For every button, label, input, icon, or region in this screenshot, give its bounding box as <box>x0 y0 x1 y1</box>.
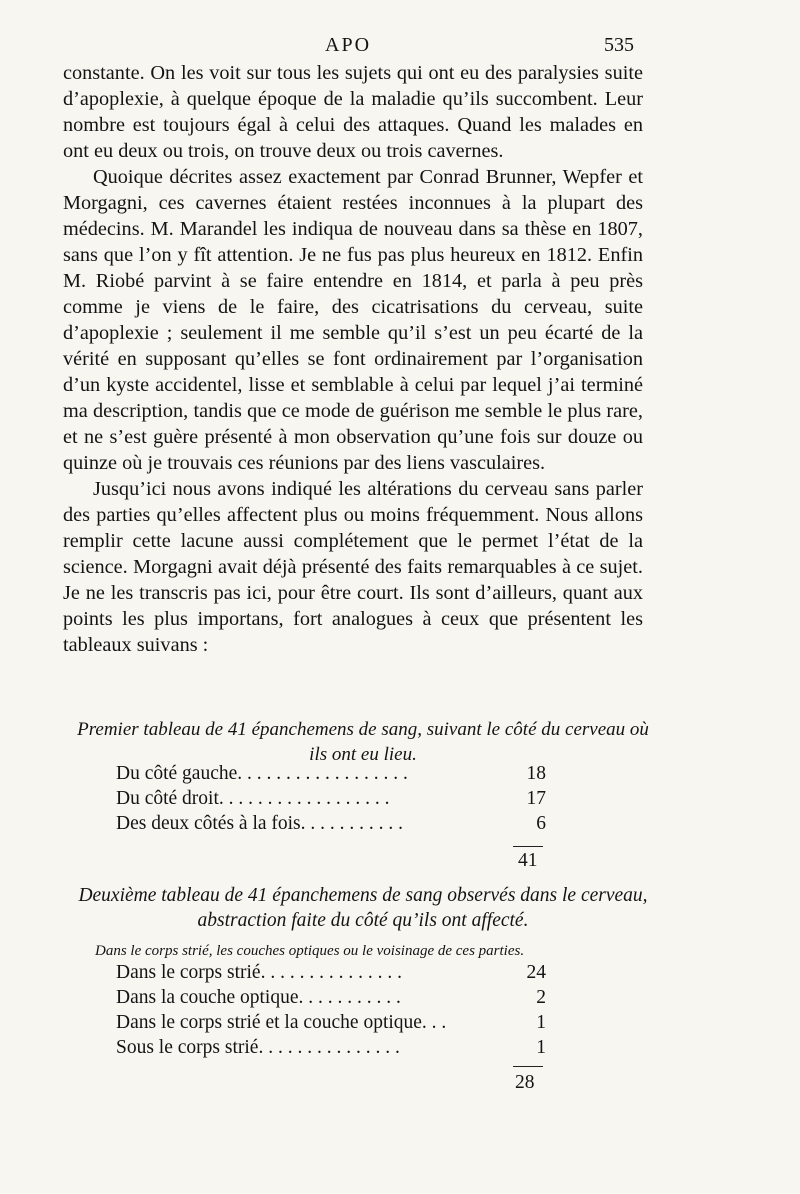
sum-rule <box>513 1066 543 1067</box>
paragraph: Quoique décrites assez exactement par Conrad Brunner, Wepfer et Morgagni, ces cavernes étaient restées inconnues à la plupart des médecins. M. Marandel les indiqua de nouveau dans sa thèse en 1807, sans que l’on y fît attention. Je ne fus pas plus heureux en 1812. Enfin M. Riobé parvint à se faire entendre en 1814, et parla à peu près comme je viens de le faire, des cicatrisations du cerveau, suite d’apoplexie ; seulement il me semble qu’il s’est un peu écarté de la vérité en supposant qu’elles se font ordinairement par l’organisation d’un kyste accidentel, lisse et semblable à celui par lequel j’ai terminé ma description, tandis que ce mode de guérison me semble le plus rare, et ne s’est guère présenté à mon observation qu’une fois sur douze ou quinze où je trouvais ces réunions par des liens vasculaires. <box>63 166 643 474</box>
row-label: Sous le corps strié. . . . . . . . . . . . . . . <box>116 1037 400 1058</box>
sum-rule <box>513 846 543 847</box>
table-row <box>116 985 546 1010</box>
table-row <box>116 1035 546 1060</box>
row-value: 6 <box>536 813 546 834</box>
paragraph: Jusqu’ici nous avons indiqué les altérations du cerveau sans parler des parties qu’elles affectent plus ou moins fréquemment. Nous allons remplir cette lacune aussi complétement que le permet l’état de la science. Morgagni avait déjà présenté des faits remarquables à ce sujet. Je ne les transcris pas ici, pour être court. Ils sont d’ailleurs, quant aux points les plus importans, fort analogues à ceux que présentent les tableaux suivans : <box>63 478 643 656</box>
running-head: APO <box>325 34 372 56</box>
row-value: 1 <box>536 1012 546 1033</box>
table-row <box>116 960 546 985</box>
row-label: Dans la couche optique. . . . . . . . . . . <box>116 987 401 1008</box>
table-1-total: 41 <box>518 850 538 871</box>
table-2-rows <box>116 960 546 1060</box>
body-text <box>63 60 643 658</box>
table-2-total: 28 <box>515 1072 535 1093</box>
row-label: Dans le corps strié. . . . . . . . . . . . . . . <box>116 962 402 983</box>
table-row <box>116 1010 546 1035</box>
table-row <box>116 761 546 786</box>
row-label: Du côté gauche. . . . . . . . . . . . . . . . . . <box>116 763 408 784</box>
table-1-title: Premier tableau de 41 épanchemens de sang, suivant le côté du cerveau où ils ont eu lieu. <box>77 719 649 765</box>
row-value: 17 <box>526 788 546 809</box>
table-row <box>116 786 546 811</box>
table-2-subtitle: Dans le corps strié, les couches optiques ou le voisinage de ces parties. <box>95 943 525 959</box>
row-value: 18 <box>526 763 546 784</box>
row-label: Des deux côtés à la fois. . . . . . . . . . . <box>116 813 404 834</box>
row-value: 1 <box>536 1037 546 1058</box>
paragraph: constante. On les voit sur tous les sujets qui ont eu des paralysies suite d’apoplexie, à quelque époque de la maladie qu’ils succombent. Leur nombre est toujours égal à celui des attaques. Quand les malades en ont eu deux ou trois, on trouve deux ou trois cavernes. <box>63 62 643 162</box>
row-label: Dans le corps strié et la couche optique. . . <box>116 1012 447 1033</box>
row-label: Du côté droit. . . . . . . . . . . . . . . . . . <box>116 788 390 809</box>
row-value: 2 <box>536 987 546 1008</box>
table-2-title: Deuxième tableau de 41 épanchemens de sang observés dans le cerveau, abstraction faite du côté qu’ils ont affecté. <box>78 885 648 931</box>
table-1-rows <box>116 761 546 836</box>
table-row <box>116 811 546 836</box>
page-number: 535 <box>604 34 634 56</box>
row-value: 24 <box>526 962 546 983</box>
